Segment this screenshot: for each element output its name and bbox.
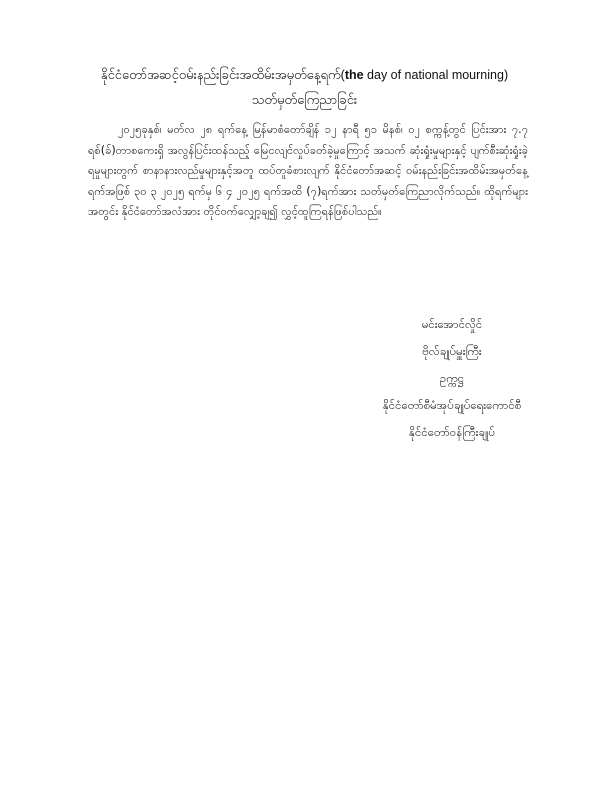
document-subtitle: သတ်မှတ်ကြေညာခြင်း xyxy=(251,93,358,108)
signature-council: နိုင်ငံတော်စီမံအုပ်ချုပ်ရေးကောင်စီ xyxy=(382,398,522,412)
signature-role: ဥက္ကဋ္ဌ xyxy=(440,371,464,385)
announcement-body xyxy=(88,120,528,223)
signature-rank: ဗိုလ်ချုပ်မှူးကြီး xyxy=(422,344,482,358)
title-open-paren: ( xyxy=(340,68,345,82)
announcement-body-text: ၂၀၂၅ခုနှစ်၊ မတ်လ ၂၈ ရက်နေ့ မြန်မာစံတော်ချိန် ၁၂ နာရီ ၅၁ မိနစ်၊ ၀၂ စက္ကန့်တွင် ပြင်းအား ၇.၇ ရစ်(ခ်)တာစကေးရှိ အလွန်ပြင်းထန်သည့် မြေငလျင်လှုပ်ခတ်ခဲ့မှုကြောင့် အသက် ဆုံးရှုံးမှုများနှင့် ပျက်စီးဆုံးရှုံးခဲ့ရမှုများတွက် စာနာနားလည်မှုများနှင့်အတူ ထပ်တူခံစားလျက် နိုင်ငံတော်အဆင့် ဝမ်းနည်းခြင်းအထိမ်းအမှတ်နေ့ရက်အဖြစ် ၃၀ ၃ ၂၀၂၅ ရက်မှ ၆ ၄ ၂၀၂၅ ရက်အထိ (၇)ရက်အား သတ်မှတ်ကြေညာလိုက်သည်။ ထိုရက်များအတွင်း နိုင်ငံတော်အလံအား တိုင်ဝက်လျှော့ချ၍ လွှင့်ထူကြရန်ဖြစ်ပါသည်။ xyxy=(88,123,528,219)
title-myanmar: နိုင်ငံတော်အဆင့်ဝမ်းနည်းခြင်းအထိမ်းအမှတ်နေ့ရက် xyxy=(100,68,341,83)
title-english-rest: day of national mourning xyxy=(363,68,504,82)
signature-position: နိုင်ငံတော်ဝန်ကြီးချုပ် xyxy=(409,425,495,439)
signature-name: မင်းအောင်လှိုင် xyxy=(421,317,483,331)
title-close-paren: ) xyxy=(503,68,509,82)
document-title xyxy=(40,66,569,85)
title-english-the: the xyxy=(344,68,364,82)
